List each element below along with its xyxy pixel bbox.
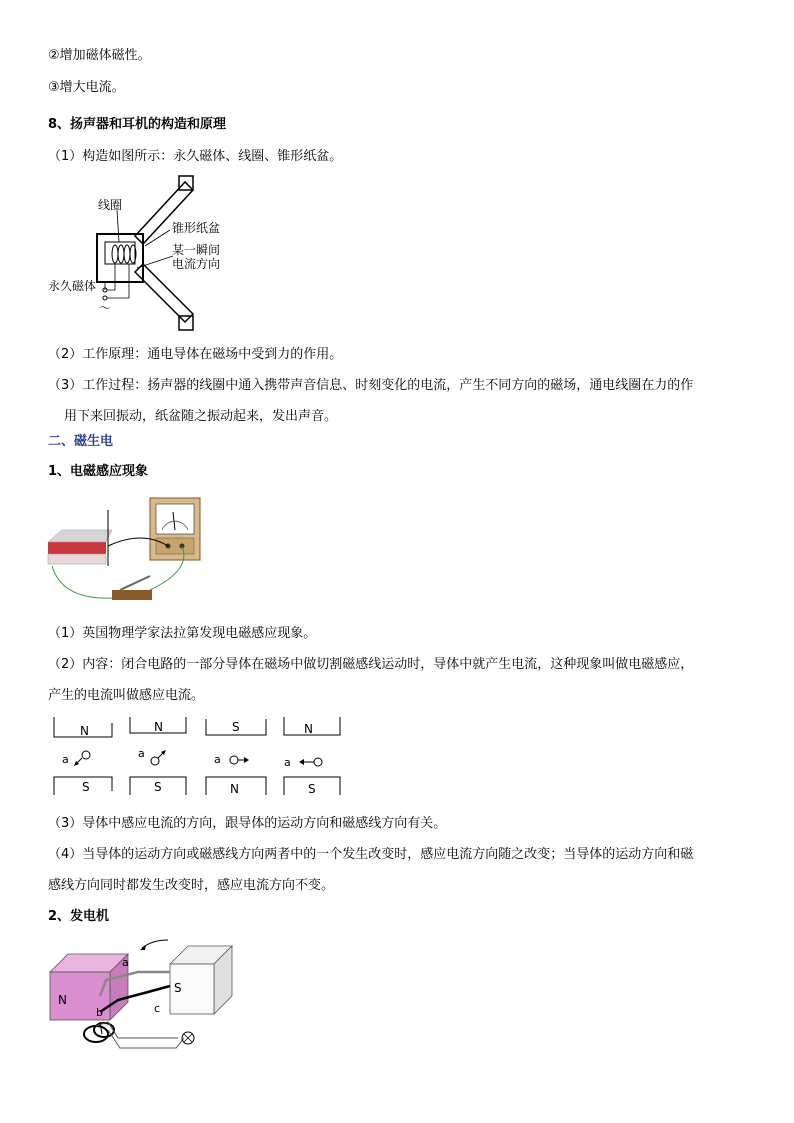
magnet-pair-4 [284,717,340,796]
pair-2-conductor: a [138,747,145,760]
coil-label-a: a [122,956,129,969]
magnet-pairs-diagram [48,715,348,800]
induction-direction-text: （3）导体中感应电流的方向，跟导体的运动方向和磁感线方向有关。 [48,816,447,831]
magnet-pair-3 [206,719,266,796]
pair-3-conductor: a [214,753,221,766]
speaker-structure-text: （1）构造如图所示：永久磁体、线圈、锥形纸盆。 [48,149,343,164]
pair-1-conductor: a [62,753,69,766]
pair-1-bottom: S [82,780,90,794]
current-label-2: 电流方向 [172,257,221,271]
switch [112,590,152,600]
induction-discovery-text: （1）英国物理学家法拉第发现电磁感应现象。 [48,626,317,641]
s-pole-magnet [170,946,232,1014]
section-magnetism-electricity: 二、磁生电 [48,434,114,449]
pair-2-bottom: S [154,780,162,794]
current-label-1: 某一瞬间 [172,243,221,257]
induction-change-text-2: 感线方向同时都发生改变时，感应电流方向不变。 [48,878,335,893]
heading-speaker: 8、扬声器和耳机的构造和原理 [48,117,227,132]
u-magnet [48,542,106,554]
speaker-diagram [45,172,245,337]
magnet-label: 永久磁体 [48,279,97,293]
pair-3-top: S [232,720,240,734]
generator-diagram [48,936,248,1056]
n-pole-magnet [50,954,128,1020]
coil-label: 线圈 [98,198,123,212]
pair-4-top: N [304,722,313,736]
induction-apparatus [42,490,222,610]
cone-label: 锥形纸盆 [172,221,221,235]
pair-4-conductor: a [284,756,291,769]
line-increase-current: ③增大电流。 [48,80,125,95]
ac-symbol: ～ [99,301,112,315]
coil-label-c: c [154,1002,161,1015]
speaker-process-text-1: （3）工作过程：扬声器的线圈中通入携带声音信息、时刻变化的电流，产生不同方向的磁场，通电线圈在力的作 [48,378,694,393]
n-pole-label: N [58,993,67,1007]
induction-content-text-1: （2）内容：闭合电路的一部分导体在磁场中做切割磁感线运动时，导体中就产生电流，这种现象叫做电磁感应， [48,657,694,672]
magnet-pair-2 [130,717,186,795]
coil-shape [112,245,136,263]
heading-generator: 2、发电机 [48,909,110,924]
induction-change-text-1: （4）当导体的运动方向或磁感线方向两者中的一个发生改变时，感应电流方向随之改变；当导体的运动方向和磁 [48,847,694,862]
speaker-principle-text: （2）工作原理：通电导体在磁场中受到力的作用。 [48,347,343,362]
line-increase-magnetism: ②增加磁体磁性。 [48,48,151,63]
pair-3-bottom: N [230,782,239,796]
pair-2-top: N [154,720,163,734]
heading-induction: 1、电磁感应现象 [48,464,149,479]
s-pole-label: S [174,981,182,995]
pair-1-top: N [80,724,89,738]
pair-4-bottom: S [308,782,316,796]
coil-label-b: b [96,1006,103,1019]
induction-content-text-2: 产生的电流叫做感应电流。 [48,688,205,703]
magnet-pair-1 [54,717,112,795]
speaker-process-text-2: 用下来回振动，纸盆随之振动起来，发出声音。 [64,409,338,424]
